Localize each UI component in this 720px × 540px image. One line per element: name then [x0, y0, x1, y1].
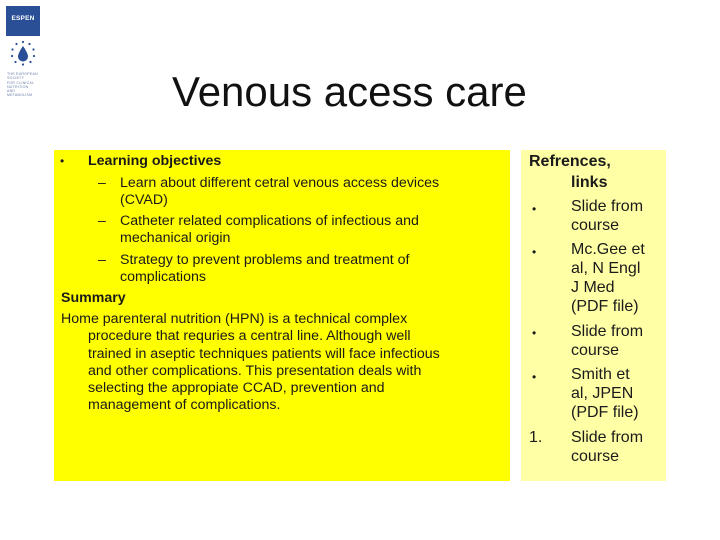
reference-marker: •: [532, 202, 537, 216]
espen-logo-icon: [6, 6, 40, 98]
reference-item[interactable]: course: [571, 217, 620, 234]
reference-item[interactable]: J Med: [571, 279, 615, 296]
reference-item[interactable]: course: [571, 448, 620, 465]
logo-tagline-line: AND: [7, 89, 16, 94]
summary-line: and other complications. This presentation deals with: [88, 363, 422, 379]
reference-marker: •: [532, 370, 537, 384]
reference-item[interactable]: Slide from: [571, 198, 644, 215]
objective-line: Catheter related complications of infectious and: [120, 213, 419, 229]
dash: –: [98, 252, 106, 268]
logo-tagline-line: METABOLISM: [7, 93, 33, 98]
reference-item[interactable]: (PDF file): [571, 298, 639, 315]
reference-item[interactable]: Smith et: [571, 366, 630, 383]
objective-line: Strategy to prevent problems and treatment of: [120, 252, 410, 268]
drop-emblem-icon: [6, 36, 40, 70]
references-heading: Refrences,: [529, 153, 611, 170]
dash: –: [98, 175, 106, 191]
reference-marker: •: [532, 245, 537, 259]
objective-line: complications: [120, 269, 206, 285]
references-heading: links: [571, 174, 608, 191]
summary-line: trained in aseptic techniques patients will face infectious: [88, 346, 440, 362]
logo-tagline-line: NUTRITION: [7, 84, 29, 89]
reference-item[interactable]: course: [571, 342, 620, 359]
logo-tagline-line: THE EUROPEAN: [7, 72, 38, 76]
objective-line: mechanical origin: [120, 230, 231, 246]
reference-marker: 1.: [529, 429, 543, 446]
objectives-heading: Learning objectives: [88, 153, 222, 169]
reference-item[interactable]: Mc.Gee et: [571, 241, 645, 258]
summary-heading: Summary: [61, 290, 126, 306]
reference-item[interactable]: al, JPEN: [571, 385, 634, 402]
summary-line: Home parenteral nutrition (HPN) is a technical complex: [61, 311, 408, 327]
objective-line: Learn about different cetral venous access devices: [120, 175, 440, 191]
reference-item[interactable]: Slide from: [571, 323, 644, 340]
reference-item[interactable]: al, N Engl: [571, 260, 641, 277]
reference-marker: •: [532, 326, 537, 340]
logo-brand: ESPEN: [11, 15, 35, 22]
reference-item[interactable]: (PDF file): [571, 404, 639, 421]
logo-tagline-line: FOR CLINICAL: [7, 80, 35, 85]
logo-tagline: [7, 72, 41, 98]
objective-line: (CVAD): [120, 192, 168, 208]
dash: –: [98, 213, 106, 229]
reference-item[interactable]: Slide from: [571, 429, 644, 446]
slide-title: Venous acess care: [172, 68, 527, 115]
logo-tagline-line: SOCIETY: [7, 76, 25, 81]
summary-line: management of complications.: [88, 397, 281, 413]
bullet: •: [60, 154, 65, 168]
summary-line: procedure that requries a central line. Although well: [88, 328, 411, 344]
summary-line: selecting the appropiate CCAD, prevention and: [88, 380, 385, 396]
